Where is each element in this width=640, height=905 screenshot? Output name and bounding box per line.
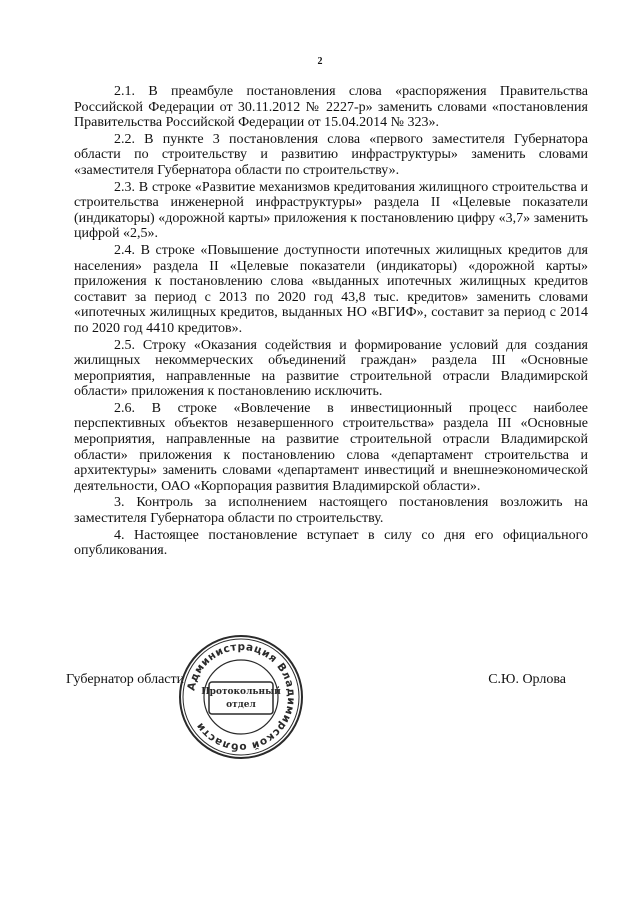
paragraph-2-5: 2.5. Строку «Оказания содействия и формирование условий для создания жилищных некоммерческих объединений граждан» раздела III «Основные мероприятия, направленные на развитие строительной отрасли Владимирской области» приложения к постановлению исключить. — [74, 337, 588, 400]
page-number: 2 — [317, 56, 323, 67]
paragraph-3: 3. Контроль за исполнением настоящего постановления возложить на заместителя Губернатора области по строительству. — [74, 495, 588, 527]
paragraph-2-4: 2.4. В строке «Повышение доступности ипотечных жилищных кредитов для населения» раздела II «Целевые показатели (индикаторы) «дорожной карты» приложения к постановлению слова «выданных ипотечных жилищных кредитов составит за период с 2013 по 2020 год 43,8 тыс. кредитов» заменить словами «ипотечных жилищных кредитов, выданных НО «ВГИФ», составит за период с 2014 по 2020 год 4410 кредитов». — [74, 242, 588, 336]
seal-ring-text: Администрация Владимирской области — [185, 640, 298, 754]
seal-center-line-2: отдел — [226, 700, 256, 710]
signature-block — [66, 672, 566, 692]
svg-text:Администрация Владимирской обл — [185, 641, 297, 753]
paragraph-4: 4. Настоящее постановление вступает в силу со дня его официального опубликования. — [74, 527, 588, 559]
paragraph-2-1: 2.1. В преамбуле постановления слова «распоряжения Правительства Российской Федерации от 30.11.2012 № 2227-р» заменить словами «постановления Правительства Российской Федерации от 15.04.2014 № 323». — [74, 84, 588, 131]
paragraph-2-2: 2.2. В пункте 3 постановления слова «первого заместителя Губернатора области по строительству и развитию инфраструктуры» заменить словами «заместителя Губернатора области по строительству». — [74, 131, 588, 178]
paragraph-2-6: 2.6. В строке «Вовлечение в инвестиционный процесс наиболее перспективных объектов незавершенного строительства» раздела III «Основные мероприятия, направленные на развитие строительной отрасли Владимирской области» приложения к постановлению слова «департамент строительства и архитектуры» заменить словами «департамент инвестиций и внешнеэкономической деятельности, ОАО «Корпорация развития Владимирской области». — [74, 400, 588, 494]
signer-name: С.Ю. Орлова — [488, 672, 566, 687]
signer-title: Губернатор области — [66, 672, 185, 687]
paragraph-2-3: 2.3. В строке «Развитие механизмов кредитования жилищного строительства и строительства инженерной инфраструктуры» раздела II «Целевые показатели (индикаторы) «дорожной карты» приложения к постановлению цифру «3,7» заменить цифрой «2,5». — [74, 179, 588, 242]
official-seal-stamp — [176, 632, 306, 762]
seal-center-line-1: Протокольный — [201, 687, 281, 697]
document-body — [74, 84, 588, 560]
